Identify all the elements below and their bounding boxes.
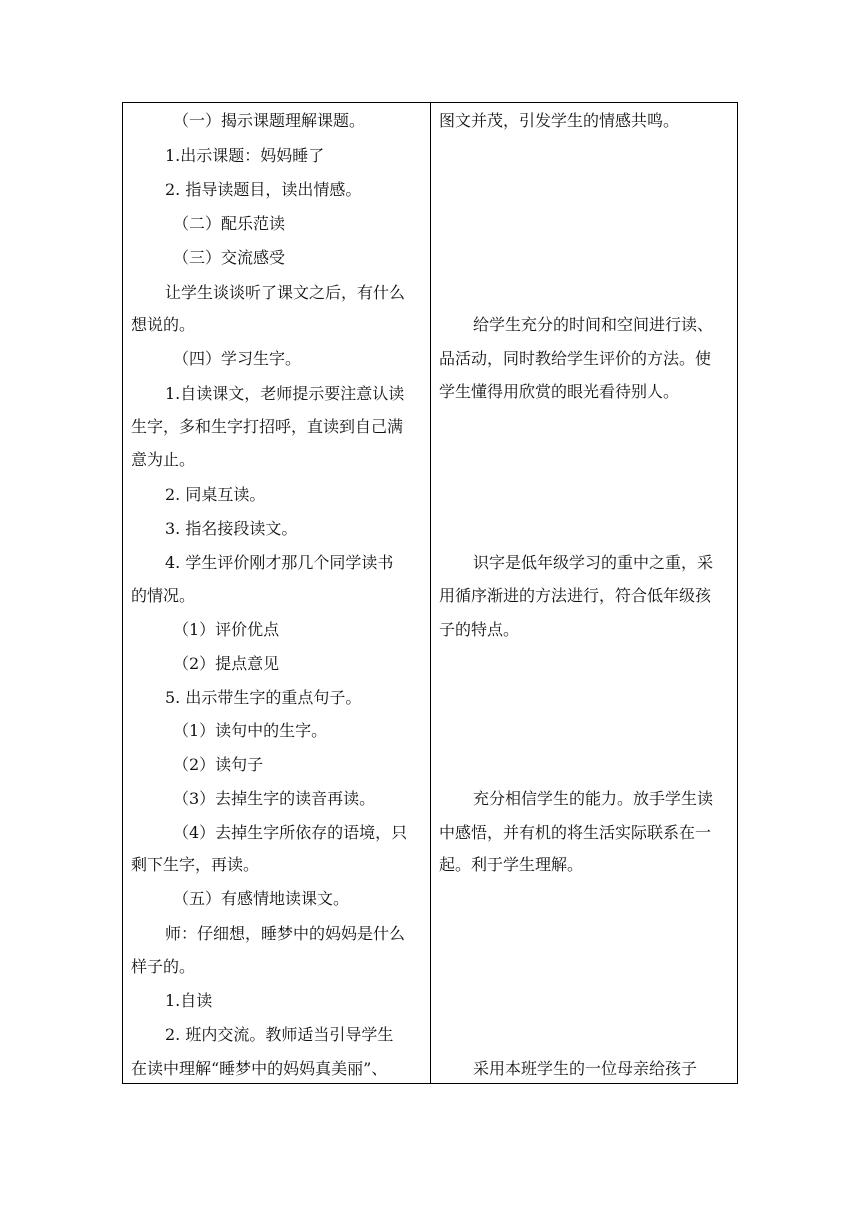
text-line: （一）揭示课题理解课题。 — [173, 111, 366, 130]
text-line: （四）学习生字。 — [173, 349, 302, 368]
text-line: 充分相信学生的能力。放手学生读 — [473, 789, 714, 808]
text-line: （1）评价优点 — [173, 620, 280, 639]
text-line: 在读中理解“睡梦中的妈妈真美丽”、 — [131, 1059, 388, 1078]
text-line: 5. 出示带生字的重点句子。 — [165, 688, 362, 707]
text-line: （3）去掉生字的读音再读。 — [173, 789, 376, 808]
text-line: 识字是低年级学习的重中之重，采 — [473, 553, 714, 572]
text-line: 1.自读课文，老师提示要注意认读 — [165, 384, 405, 403]
text-line: 给学生充分的时间和空间进行读、 — [473, 315, 714, 334]
text-line: 学生懂得用欣赏的眼光看待别人。 — [439, 382, 680, 401]
lesson-plan-table — [122, 102, 738, 1084]
text-line: （2）读句子 — [173, 755, 264, 774]
text-line: 中感悟，并有机的将生活实际联系在一 — [439, 823, 712, 842]
text-line: 让学生谈谈听了课文之后，有什么 — [165, 283, 406, 302]
text-line: 图文并茂，引发学生的情感共鸣。 — [439, 111, 680, 130]
text-line: 师：仔细想，睡梦中的妈妈是什么 — [165, 924, 406, 943]
text-line: 2. 指导读题目，读出情感。 — [165, 180, 362, 199]
text-line: （三）交流感受 — [173, 248, 286, 267]
text-line: 生字，多和生字打招呼，直读到自己满 — [131, 417, 404, 436]
text-line: 用循序渐进的方法进行，符合低年级孩 — [439, 586, 712, 605]
text-line: （二）配乐范读 — [173, 214, 286, 233]
text-line: 采用本班学生的一位母亲给孩子 — [473, 1059, 698, 1078]
text-line: 意为止。 — [131, 450, 196, 469]
text-line: （五）有感情地读课文。 — [173, 889, 350, 908]
column-divider — [430, 103, 431, 1083]
text-line: （2）提点意见 — [173, 654, 280, 673]
text-line: （1）读句中的生字。 — [173, 721, 328, 740]
text-line: 2. 同桌互读。 — [165, 485, 266, 504]
text-line: 3. 指名接段读文。 — [165, 519, 298, 538]
text-line: 2. 班内交流。教师适当引导学生 — [165, 1025, 394, 1044]
text-line: 子的特点。 — [439, 620, 520, 639]
text-line: 1.出示课题：妈妈睡了 — [165, 146, 325, 165]
text-line: 的情况。 — [131, 586, 196, 605]
text-line: 4. 学生评价刚才那几个同学读书 — [165, 553, 394, 572]
text-line: 样子的。 — [131, 957, 196, 976]
text-line: 剩下生字，再读。 — [131, 855, 260, 874]
text-line: 品活动，同时教给学生评价的方法。使 — [439, 349, 712, 368]
text-line: 1.自读 — [165, 991, 213, 1010]
text-line: 想说的。 — [131, 315, 196, 334]
text-line: 起。利于学生理解。 — [439, 855, 584, 874]
text-line: （4）去掉生字所依存的语境，只 — [173, 823, 408, 842]
